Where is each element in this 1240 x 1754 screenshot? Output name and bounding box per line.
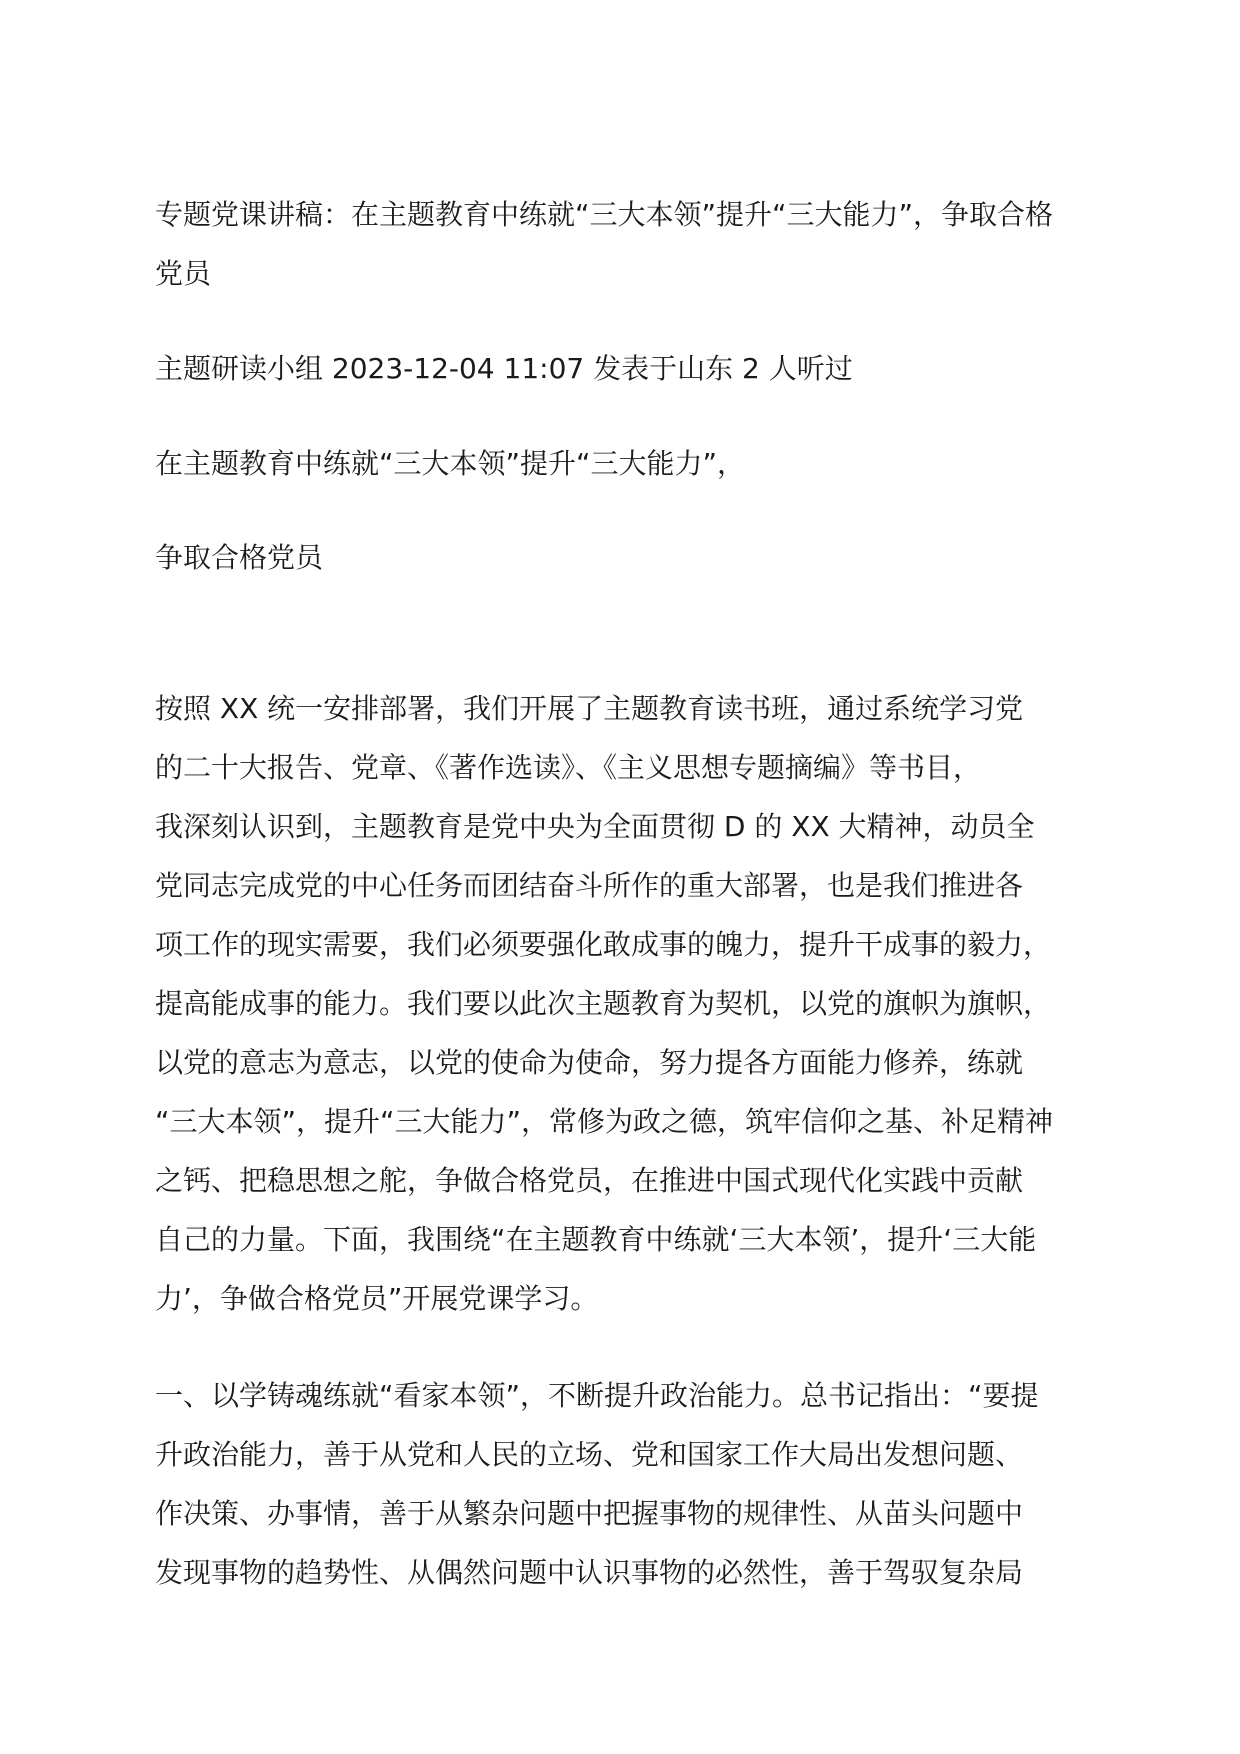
paragraph-line: 一、以学铸魂练就“看家本领”，不断提升政治能力。总书记指出：“要提 bbox=[155, 1379, 1039, 1412]
subtitle-line-2 bbox=[155, 528, 1090, 587]
paragraph-line: “三大本领”，提升“三大能力”，常修为政之德，筑牢信仰之基、补足精神 bbox=[155, 1105, 1054, 1138]
paragraph-line: 党同志完成党的中心任务而团结奋斗所作的重大部署，也是我们推进各 bbox=[155, 869, 1024, 902]
paragraph-intro bbox=[155, 679, 1090, 1328]
paragraph-line: 提高能成事的能力。我们要以此次主题教育为契机，以党的旗帜为旗帜， bbox=[155, 987, 1052, 1020]
paragraph-line: 自己的力量。下面，我围绕“在主题教育中练就‘三大本领’，提升‘三大能 bbox=[155, 1223, 1037, 1256]
article-meta bbox=[155, 339, 1090, 398]
paragraph-line: 之钙、把稳思想之舵，争做合格党员，在推进中国式现代化实践中贡献 bbox=[155, 1164, 1024, 1197]
subtitle-text: 争取合格党员 bbox=[155, 541, 324, 574]
paragraph-section-one bbox=[155, 1366, 1090, 1602]
title-line: 专题党课讲稿：在主题教育中练就“三大本领”提升“三大能力”，争取合格 bbox=[155, 198, 1054, 231]
paragraph-line: 升政治能力，善于从党和人民的立场、党和国家工作大局出发想问题、 bbox=[155, 1438, 1024, 1471]
subtitle-text: 在主题教育中练就“三大本领”提升“三大能力”， bbox=[155, 447, 746, 480]
meta-line: 主题研读小组 2023-12-04 11:07 发表于山东 2 人听过 bbox=[155, 352, 853, 385]
paragraph-line: 作决策、办事情，善于从繁杂问题中把握事物的规律性、从苗头问题中 bbox=[155, 1497, 1024, 1530]
title-line: 党员 bbox=[155, 257, 212, 290]
paragraph-line: 我深刻认识到，主题教育是党中央为全面贯彻 D 的 XX 大精神，动员全 bbox=[155, 810, 1035, 843]
document-title bbox=[155, 185, 1090, 303]
subtitle-line-1 bbox=[155, 434, 1090, 493]
paragraph-line: 发现事物的趋势性、从偶然问题中认识事物的必然性，善于驾驭复杂局 bbox=[155, 1556, 1024, 1589]
paragraph-line: 的二十大报告、党章、《著作选读》、《主义思想专题摘编》等书目， bbox=[155, 751, 982, 784]
paragraph-line: 按照 XX 统一安排部署，我们开展了主题教育读书班，通过系统学习党 bbox=[155, 692, 1024, 725]
paragraph-line: 力’，争做合格党员”开展党课学习。 bbox=[155, 1282, 599, 1315]
paragraph-line: 以党的意志为意志，以党的使命为使命，努力提各方面能力修养，练就 bbox=[155, 1046, 1024, 1079]
document-content bbox=[155, 185, 1090, 1602]
paragraph-line: 项工作的现实需要，我们必须要强化敢成事的魄力，提升干成事的毅力， bbox=[155, 928, 1052, 961]
